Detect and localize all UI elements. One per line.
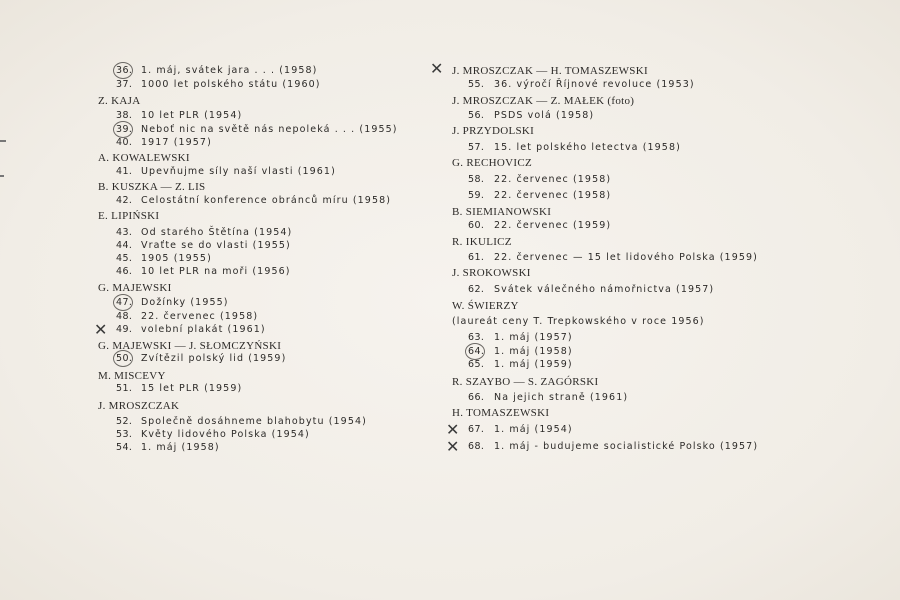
item-number: 56. [468,110,485,121]
item-title: Svátek válečného námořnictva (1957) [494,284,715,295]
item-title: 22. červenec (1958) [494,174,612,185]
item-number: 38. [116,110,133,121]
author-heading: W. ŚWIERZY [452,300,519,312]
author-heading: E. LIPIŃSKI [98,210,160,222]
item-title: 22. červenec (1958) [494,190,612,201]
author-heading: J. MROSZCZAK — H. TOMASZEWSKI [452,65,648,77]
author-heading: A. KOWALEWSKI [98,152,190,164]
pencil-cross-mark-icon: ✕ [446,420,460,439]
item-title: 1905 (1955) [141,253,212,264]
item-number: 55. [468,79,485,90]
item-title: Na jejich straně (1961) [494,392,629,403]
item-title: Vraťte se do vlasti (1955) [141,240,291,251]
item-number: 62. [468,284,485,295]
pencil-cross-mark-icon: ✕ [94,320,108,339]
item-number: 43. [116,227,133,238]
item-title: PSDS volá (1958) [494,110,595,121]
author-heading: G. MAJEWSKI [98,282,172,294]
item-number: 67. [468,424,485,435]
item-title: Od starého Štětína (1954) [141,227,293,238]
pencil-circle-mark [113,294,133,311]
author-heading: J. MROSZCZAK — Z. MAŁEK (foto) [452,95,635,107]
item-number: 46. [116,266,133,277]
item-number: 58. [468,174,485,185]
item-number: 49. [116,324,133,335]
item-number: 60. [468,220,485,231]
pencil-circle-mark [113,62,133,79]
item-number: 59. [468,190,485,201]
author-heading: J. SROKOWSKI [452,267,531,279]
item-number: 45. [116,253,133,264]
item-title: Dožínky (1955) [141,297,229,308]
item-number: 50. [116,353,133,364]
item-number: 40. [116,137,133,148]
item-number: 66. [468,392,485,403]
item-title: 1. máj - budujeme socialistické Polsko (1957) [494,441,759,452]
author-heading: B. SIEMIANOWSKI [452,206,552,218]
item-title: 1917 (1957) [141,137,212,148]
item-title: Zvítězil polský lid (1959) [141,353,287,364]
author-heading: Z. KAJA [98,95,141,107]
pencil-cross-mark-icon: ✕ [446,437,460,456]
item-number: 63. [468,332,485,343]
scan-edge-mark [0,175,4,177]
item-number: 42. [116,195,133,206]
item-title: 22. červenec (1958) [141,311,259,322]
author-heading: G. MAJEWSKI — J. SŁOMCZYŃSKI [98,340,282,352]
author-heading: R. SZAYBO — S. ZAGÓRSKI [452,376,599,388]
author-heading: J. PRZYDOLSKI [452,125,535,137]
item-title: 22. červenec — 15 let lidového Polska (1959) [494,252,758,263]
item-title: 1. máj (1958) [494,346,573,357]
pencil-circle-mark [465,343,485,360]
pencil-circle-mark [113,350,133,367]
item-title: volební plakát (1961) [141,324,266,335]
item-title: Upevňujme síly naší vlasti (1961) [141,166,336,177]
item-number: 54. [116,442,133,453]
item-number: 41. [116,166,133,177]
item-number: 53. [116,429,133,440]
item-number: 48. [116,311,133,322]
item-title: 10 let PLR na moři (1956) [141,266,291,277]
author-heading: J. MROSZCZAK [98,400,180,412]
item-title: 10 let PLR (1954) [141,110,243,121]
item-number: 52. [116,416,133,427]
item-number: 36. [116,65,133,76]
item-number: 57. [468,142,485,153]
item-title: Celostátní konference obránců míru (1958) [141,195,392,206]
item-title: 36. výročí Říjnové revoluce (1953) [494,79,695,90]
item-title: 1000 let polského státu (1960) [141,79,321,90]
item-title: Květy lidového Polska (1954) [141,429,310,440]
item-number: 39. [116,124,133,135]
item-number: 51. [116,383,133,394]
item-number: 64. [468,346,485,357]
item-title: 1. máj, svátek jara . . . (1958) [141,65,318,76]
item-title: Neboť nic na světě nás nepoleká . . . (1955) [141,124,398,135]
pencil-circle-mark [113,121,133,138]
item-title: Společně dosáhneme blahobytu (1954) [141,416,367,427]
item-title: 1. máj (1958) [141,442,220,453]
scan-edge-mark [0,140,6,142]
author-heading: R. IKULICZ [452,236,512,248]
item-title: 15. let polského letectva (1958) [494,142,681,153]
author-heading: H. TOMASZEWSKI [452,407,550,419]
item-number: 47. [116,297,133,308]
author-heading: G. RECHOVICZ [452,157,532,169]
item-number: 37. [116,79,133,90]
author-note: (laureát ceny T. Trepkowského v roce 1956) [452,316,705,327]
item-number: 44. [116,240,133,251]
item-title: 15 let PLR (1959) [141,383,243,394]
pencil-cross-mark-icon: ✕ [430,59,444,78]
item-title: 22. červenec (1959) [494,220,612,231]
item-title: 1. máj (1957) [494,332,573,343]
item-title: 1. máj (1959) [494,359,573,370]
item-number: 68. [468,441,485,452]
item-title: 1. máj (1954) [494,424,573,435]
item-number: 65. [468,359,485,370]
author-heading: M. MISCEVY [98,370,166,382]
author-heading: B. KUSZKA — Z. LIS [98,181,206,193]
item-number: 61. [468,252,485,263]
